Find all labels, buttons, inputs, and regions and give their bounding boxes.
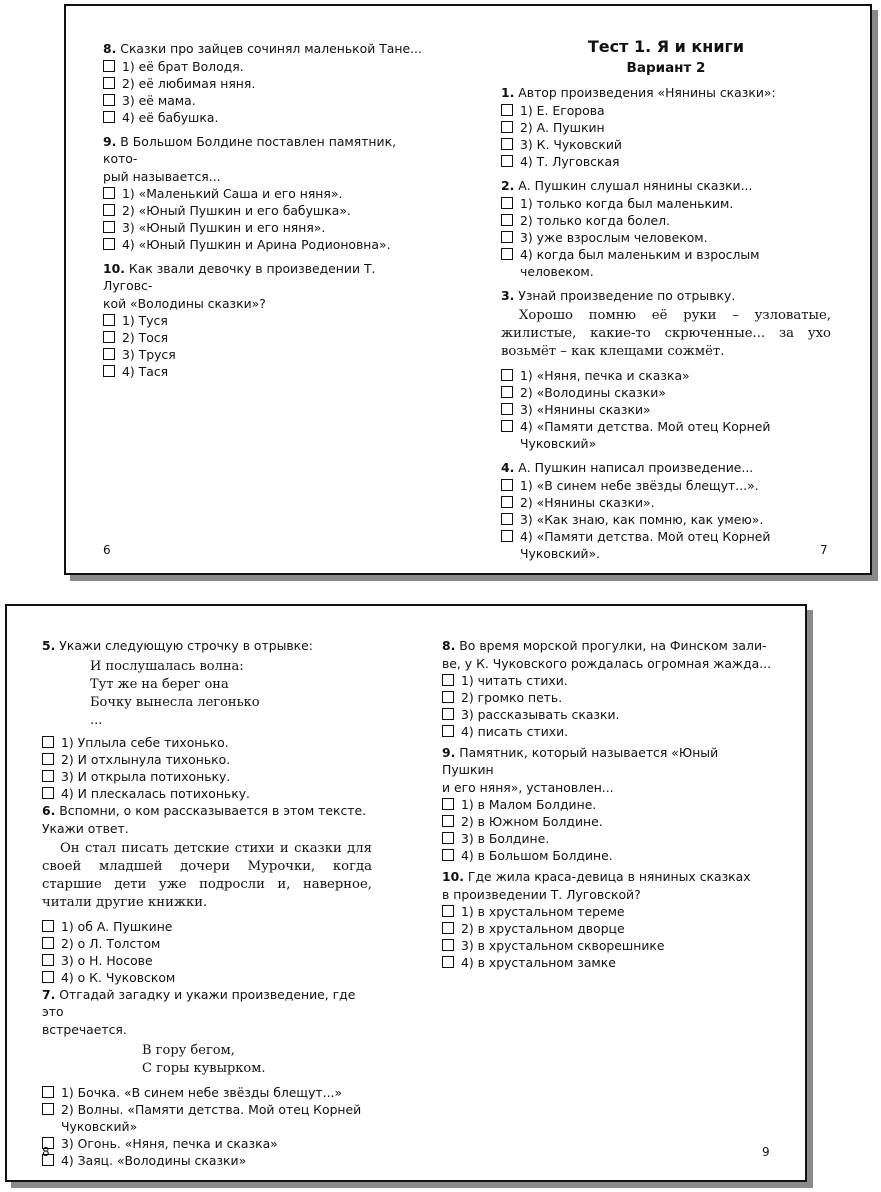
question-2 [501,177,831,280]
checkbox[interactable] [442,815,454,827]
question-text-cont: рый называется... [103,169,221,184]
question-9 [442,744,772,864]
checkbox[interactable] [501,197,513,209]
checkbox[interactable] [442,956,454,968]
question-number: 10. [103,261,125,276]
question-text-cont: Укажи ответ. [42,821,129,836]
answer-option[interactable]: 4) в Большом Болдине. [442,847,772,864]
checkbox[interactable] [442,905,454,917]
question-text: Где жила краса-девица в няниных сказках [467,869,751,884]
question-text: А. Пушкин слушал нянины сказки... [518,178,753,193]
question-8 [442,637,772,740]
poem-excerpt: И послушалась волна: Тут же на берег она Бочку вынесла легонько ... [90,659,260,728]
checkbox[interactable] [501,104,513,116]
checkbox[interactable] [501,369,513,381]
answer-option[interactable]: 3) «Как знаю, как помню, как умею». [501,511,831,528]
answer-option[interactable]: 1) Бочка. «В синем небе звёзды блещут...» [42,1084,372,1101]
checkbox[interactable] [501,248,513,260]
answer-option[interactable]: 2) только когда болел. [501,212,831,229]
question-1 [501,84,831,170]
question-number: 3. [501,288,515,303]
answer-option[interactable]: 3) «Нянины сказки» [501,401,831,418]
checkbox[interactable] [442,691,454,703]
excerpt-passage: Он стал писать детские стихи и сказки для своей младшей дочери Мурочки, когда старшие дети уже подросли и, наверное, читали другие книжки. [42,841,372,910]
question-text-cont: кой «Володины сказки»? [103,296,266,311]
answer-option[interactable]: 1) «Няня, печка и сказка» [501,367,831,384]
checkbox[interactable] [103,204,115,216]
page-number: 9 [762,1145,770,1159]
checkbox[interactable] [501,121,513,133]
question-text: Узнай произведение по отрывку. [518,288,736,303]
question-9 [103,133,428,253]
checkbox[interactable] [442,708,454,720]
answer-option[interactable]: 2) Волны. «Памяти детства. Мой отец Корней Чуковский» [42,1101,372,1135]
checkbox[interactable] [442,849,454,861]
checkbox[interactable] [103,331,115,343]
answer-option[interactable]: 1) «Маленький Саша и его няня». [103,185,428,202]
answer-option[interactable]: 2) Тося [103,329,428,346]
question-text: Отгадай загадку и укажи произведение, где это [42,987,356,1019]
question-number: 2. [501,178,515,193]
answer-option[interactable]: 4) её бабушка. [103,109,428,126]
riddle-verse: В гору бегом, С горы кувырком. [142,1043,266,1076]
checkbox[interactable] [42,787,54,799]
checkbox[interactable] [501,403,513,415]
excerpt-passage: Хорошо помню её руки – узловатые, жилистые, какие-то скрюченные... за ухо возьмёт – как клещами сожмёт. [501,308,831,359]
answer-option[interactable]: 4) «Памяти детства. Мой отец Корней Чуковский». [501,528,831,562]
checkbox[interactable] [442,798,454,810]
checkbox[interactable] [501,138,513,150]
answer-option[interactable]: 4) о К. Чуковском [42,969,372,986]
answer-option[interactable]: 2) И отхлынула тихонько. [42,751,372,768]
question-3 [501,287,831,452]
answer-option[interactable]: 4) Т. Луговская [501,153,831,170]
answer-option[interactable]: 1) «В синем небе звёзды блещут...». [501,477,831,494]
answer-option[interactable]: 3) «Юный Пушкин и его няня». [103,219,428,236]
answer-option[interactable]: 1) в хрустальном тереме [442,903,772,920]
answer-option[interactable]: 4) писать стихи. [442,723,772,740]
page-number: 8 [42,1145,50,1159]
question-text: Вспомни, о ком рассказывается в этом тексте. [59,803,367,818]
answer-option[interactable]: 4) Заяц. «Володины сказки» [42,1152,372,1169]
answer-option[interactable]: 2) «Нянины сказки». [501,494,831,511]
checkbox[interactable] [501,530,513,542]
question-text: Сказки про зайцев сочинял маленькой Тане... [120,41,422,56]
checkbox[interactable] [42,1103,54,1115]
question-number: 5. [42,638,56,653]
question-8 [103,40,428,126]
checkbox[interactable] [501,420,513,432]
checkbox[interactable] [501,479,513,491]
page-9-content [442,637,772,971]
checkbox[interactable] [501,231,513,243]
answer-option[interactable]: 2) «Юный Пушкин и его бабушка». [103,202,428,219]
answer-option[interactable]: 3) И открыла потихоньку. [42,768,372,785]
question-text: Автор произведения «Нянины сказки»: [518,85,776,100]
checkbox[interactable] [501,155,513,167]
question-text: В Большом Болдине поставлен памятник, кото- [103,134,397,166]
checkbox[interactable] [501,496,513,508]
question-number: 4. [501,460,515,475]
answer-option[interactable]: 4) «Памяти детства. Мой отец Корней Чуковский» [501,418,831,452]
book-spread-pages-6-7 [64,4,872,575]
question-text: Укажи следующую строчку в отрывке: [59,638,313,653]
answer-option[interactable]: 3) о Н. Носове [42,952,372,969]
answer-option[interactable]: 3) её мама. [103,92,428,109]
page-6-content [103,40,428,380]
answer-option[interactable]: 3) уже взрослым человеком. [501,229,831,246]
answer-option[interactable]: 2) в хрустальном дворце [442,920,772,937]
question-7 [42,986,372,1169]
checkbox[interactable] [501,386,513,398]
checkbox[interactable] [42,954,54,966]
test-title: Тест 1. Я и книги [587,37,745,56]
answer-option[interactable]: 4) «Юный Пушкин и Арина Родионовна». [103,236,428,253]
question-text: Во время морской прогулки, на Финском зали- [459,638,767,653]
checkbox[interactable] [103,111,115,123]
checkbox[interactable] [42,753,54,765]
question-10 [103,260,428,380]
question-number: 9. [103,134,117,149]
question-number: 6. [42,803,56,818]
checkbox[interactable] [501,513,513,525]
answer-option[interactable]: 1) в Малом Болдине. [442,796,772,813]
answer-option[interactable]: 3) Огонь. «Няня, печка и сказка» [42,1135,372,1152]
answer-option[interactable]: 1) читать стихи. [442,672,772,689]
checkbox[interactable] [42,770,54,782]
variant-label: Вариант 2 [626,60,706,76]
question-text: Как звали девочку в произведении Т. Луговс- [103,261,376,293]
answer-option[interactable]: 2) А. Пушкин [501,119,831,136]
question-6 [42,802,372,986]
checkbox[interactable] [103,221,115,233]
question-text: Памятник, который называется «Юный Пушкин [442,745,719,777]
question-4 [501,459,831,562]
question-text-cont: в произведении Т. Луговской? [442,887,641,902]
checkbox[interactable] [442,725,454,737]
question-5 [42,637,372,802]
page-8-content [42,637,372,1169]
answer-option[interactable]: 2) о Л. Толстом [42,935,372,952]
answer-option[interactable]: 2) «Володины сказки» [501,384,831,401]
answer-option[interactable]: 1) Туся [103,312,428,329]
answer-option[interactable]: 3) Труся [103,346,428,363]
question-number: 9. [442,745,456,760]
checkbox[interactable] [442,832,454,844]
question-text: А. Пушкин написал произведение... [518,460,754,475]
page-7-content [501,36,831,562]
question-text-cont: и его няня», установлен... [442,780,614,795]
answer-option[interactable]: 3) в хрустальном скворешнике [442,937,772,954]
checkbox[interactable] [442,674,454,686]
answer-option[interactable]: 3) К. Чуковский [501,136,831,153]
checkbox[interactable] [103,314,115,326]
answer-option[interactable]: 1) только когда был маленьким. [501,195,831,212]
checkbox[interactable] [42,736,54,748]
answer-option[interactable]: 3) рассказывать сказки. [442,706,772,723]
page-number: 6 [103,543,111,557]
question-number: 10. [442,869,464,884]
checkbox[interactable] [501,214,513,226]
answer-option[interactable]: 1) её брат Володя. [103,58,428,75]
answer-option[interactable]: 1) об А. Пушкине [42,918,372,935]
checkbox[interactable] [103,187,115,199]
answer-option[interactable]: 2) её любимая няня. [103,75,428,92]
question-number: 7. [42,987,56,1002]
page-number: 7 [820,543,828,557]
checkbox[interactable] [103,348,115,360]
answer-option[interactable]: 3) в Болдине. [442,830,772,847]
answer-option[interactable]: 4) И плескалась потихоньку. [42,785,372,802]
question-number: 8. [442,638,456,653]
question-text-cont: встречается. [42,1022,127,1037]
checkbox[interactable] [42,920,54,932]
answer-option[interactable]: 4) Тася [103,363,428,380]
checkbox[interactable] [442,922,454,934]
checkbox[interactable] [103,77,115,89]
checkbox[interactable] [442,939,454,951]
checkbox[interactable] [103,238,115,250]
checkbox[interactable] [42,937,54,949]
checkbox[interactable] [103,94,115,106]
checkbox[interactable] [103,365,115,377]
answer-option[interactable]: 4) когда был маленьким и взрослым человеком. [501,246,831,280]
answer-option[interactable]: 4) в хрустальном замке [442,954,772,971]
checkbox[interactable] [42,1086,54,1098]
answer-option[interactable]: 1) Уплыла себе тихонько. [42,734,372,751]
answer-option[interactable]: 1) Е. Егорова [501,102,831,119]
question-number: 1. [501,85,515,100]
question-number: 8. [103,41,117,56]
question-text-cont: ве, у К. Чуковского рождалась огромная жажда... [442,656,772,671]
answer-option[interactable]: 2) громко петь. [442,689,772,706]
question-10 [442,868,772,971]
answer-option[interactable]: 2) в Южном Болдине. [442,813,772,830]
checkbox[interactable] [103,60,115,72]
book-spread-pages-8-9 [5,604,807,1182]
checkbox[interactable] [42,971,54,983]
